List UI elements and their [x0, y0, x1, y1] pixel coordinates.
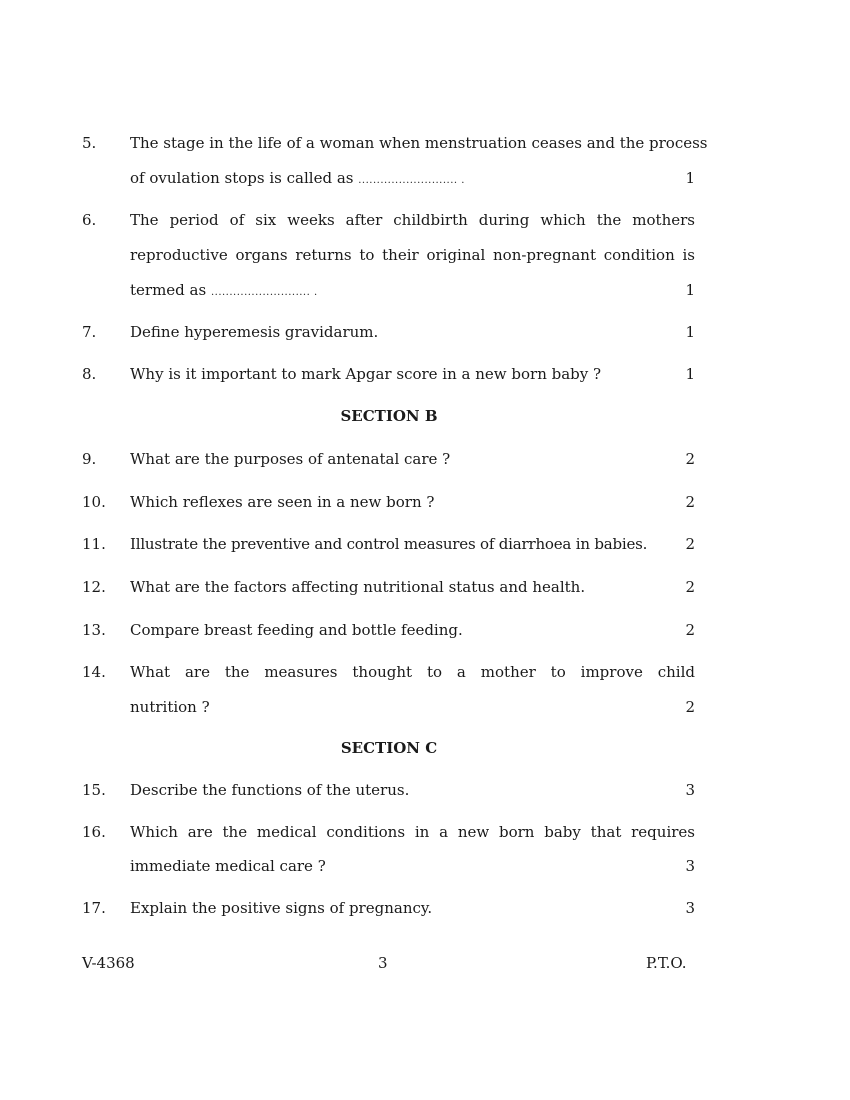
question-number: 5. [82, 134, 97, 152]
question-text-line: What are the measures thought to a mother to improve child [130, 663, 695, 681]
question-number: 6. [82, 211, 97, 229]
question-number: 16. [82, 823, 106, 841]
marks-value: 2 [685, 698, 695, 716]
answer-blank: ........................... . [210, 287, 318, 298]
section-c-heading: SECTION C [340, 739, 438, 757]
marks-value: 1 [685, 281, 695, 299]
marks-value: 3 [685, 781, 695, 799]
marks-value: 3 [685, 857, 695, 875]
question-text-line: Illustrate the preventive and control measures of diarrhoea in babies. [130, 535, 648, 553]
question-text-line: The period of six weeks after childbirth during which the mothers [130, 211, 695, 229]
question-text-line: Define hyperemesis gravidarum. [130, 323, 379, 341]
marks-value: 2 [685, 450, 695, 468]
paper-code: V-4368 [82, 954, 135, 972]
question-number: 13. [82, 621, 106, 639]
question-number: 9. [82, 450, 97, 468]
answer-blank: ........................... . [358, 175, 465, 186]
marks-value: 2 [685, 621, 695, 639]
marks-value: 1 [685, 323, 695, 341]
marks-value: 2 [685, 535, 695, 553]
question-text-line: immediate medical care ? [130, 857, 326, 875]
question-number: 15. [82, 781, 106, 799]
question-text-line: The stage in the life of a woman when menstruation ceases and the process [130, 134, 708, 152]
question-number: 11. [82, 535, 106, 553]
question-number: 10. [82, 493, 106, 511]
question-text-line: What are the factors affecting nutritional status and health. [130, 578, 586, 596]
question-text-line: reproductive organs returns to their original non-pregnant condition is [130, 246, 695, 264]
question-text-line: What are the purposes of antenatal care ? [130, 450, 451, 468]
marks-value: 2 [685, 578, 695, 596]
question-text-line [130, 171, 695, 188]
marks-value: 1 [685, 365, 695, 383]
question-text-line: Explain the positive signs of pregnancy. [130, 899, 433, 917]
marks-value: 2 [685, 493, 695, 511]
question-number: 14. [82, 663, 106, 681]
question-number: 8. [82, 365, 97, 383]
question-text-line: Describe the functions of the uterus. [130, 781, 410, 799]
question-text-line: Compare breast feeding and bottle feeding. [130, 621, 463, 639]
question-text-line: of ovulation stops is called as [130, 169, 354, 187]
marks-value: 3 [685, 899, 695, 917]
question-text-line: nutrition ? [130, 698, 210, 716]
section-b-heading: SECTION B [340, 407, 438, 425]
marks-value: 1 [685, 169, 695, 187]
question-text-line: Which are the medical conditions in a new born baby that requires [130, 823, 695, 841]
question-text-line: Which reflexes are seen in a new born ? [130, 493, 435, 511]
page-number: 3 [378, 954, 388, 972]
question-number: 7. [82, 323, 97, 341]
question-number: 12. [82, 578, 106, 596]
question-text-line: termed as [130, 281, 207, 299]
please-turn-over: P.T.O. [646, 954, 687, 972]
question-number: 17. [82, 899, 106, 917]
question-text-line [130, 283, 695, 300]
question-text-line: Why is it important to mark Apgar score in a new born baby ? [130, 365, 602, 383]
